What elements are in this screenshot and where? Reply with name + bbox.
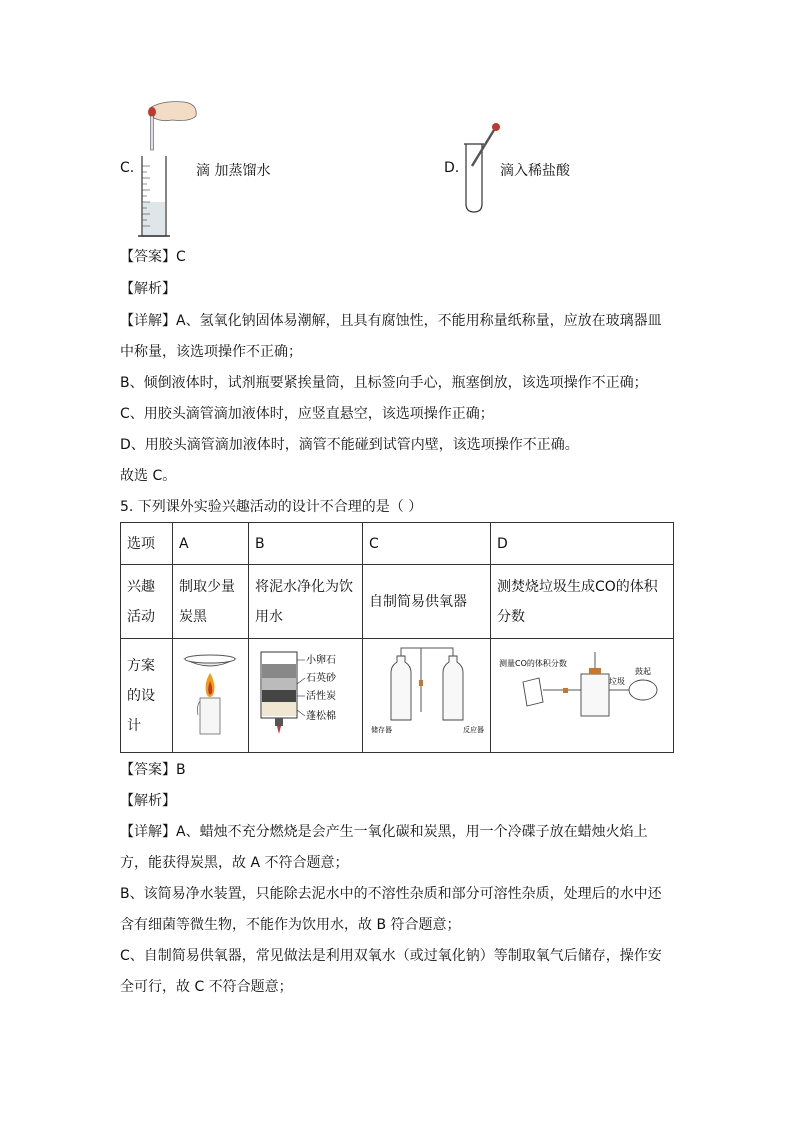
- header-cell-d: D: [491, 523, 674, 565]
- q5-analysis-heading: 【解析】: [120, 793, 176, 809]
- design-b-cell: [249, 639, 363, 753]
- q4-detail-a-line2: 中称量，该选项操作不正确；: [120, 344, 302, 360]
- row-label-activity: 兴趣活动: [121, 565, 173, 639]
- label-bulge: 鼓起: [635, 667, 651, 676]
- table-row-activity: [121, 565, 674, 639]
- q5-detail-b-line2: 含有细菌等微生物，不能作为饮用水，故 B 符合题意；: [120, 917, 461, 933]
- header-cell-c: C: [363, 523, 491, 565]
- q5-detail-a-line1: 【详解】A、蜡烛不充分燃烧是会产生一氧化碳和炭黑，用一个冷碟子放在蜡烛火焰上: [120, 824, 648, 840]
- q5-options-table: [120, 522, 674, 753]
- q4-detail-b: B、倾倒液体时，试剂瓶要紧挨量筒，且标签向手心，瓶塞倒放，该选项操作不正确；: [120, 375, 648, 391]
- q5-answer: 【答案】B: [120, 762, 186, 778]
- row-label-design: 方案的设计: [121, 639, 173, 753]
- q5-question: 5. 下列课外实验兴趣活动的设计不合理的是（ ）: [120, 499, 423, 515]
- label-measure-co: 测量CO的体积分数: [499, 659, 567, 668]
- dropper-graduated-cylinder-figure: [132, 98, 202, 240]
- option-d-caption: 滴入稀盐酸: [500, 163, 570, 179]
- header-cell-b: B: [249, 523, 363, 565]
- option-c-caption: 滴 加蒸馏水: [196, 163, 271, 179]
- q5-detail-b-line1: B、该简易净水装置，只能除去泥水中的不溶性杂质和部分可溶性杂质，处理后的水中还: [120, 886, 662, 902]
- activity-c: 自制简易供氧器: [363, 565, 491, 639]
- table-header-row: [121, 523, 674, 565]
- water-filter-figure: [255, 642, 359, 738]
- q4-detail-d: D、用胶头滴管滴加液体时，滴管不能碰到试管内壁，该选项操作不正确。: [120, 437, 579, 453]
- design-c-cell: [363, 639, 491, 753]
- q4-analysis-heading: 【解析】: [120, 281, 176, 297]
- filter-label-pebble: 小卵石: [306, 655, 336, 666]
- option-c-letter: C.: [120, 160, 135, 176]
- filter-label-carbon: 活性炭: [306, 691, 336, 702]
- q5-detail-c-line2: 全可行，故 C 不符合题意；: [120, 979, 293, 995]
- activity-b: 将泥水净化为饮用水: [249, 565, 363, 639]
- table-row-design: [121, 639, 674, 753]
- activity-a: 制取少量炭黑: [173, 565, 249, 639]
- oxygen-generator-figure: [369, 642, 485, 738]
- q4-conclusion: 故选 C。: [120, 468, 177, 484]
- label-reactor: 反应器: [463, 726, 484, 734]
- header-cell-option: 选项: [121, 523, 173, 565]
- q5-detail-c-line1: C、自制简易供氧器，常见做法是利用双氧水（或过氧化钠）等制取氧气后储存，操作安: [120, 948, 662, 964]
- design-d-cell: [491, 639, 674, 753]
- q4-answer: 【答案】C: [120, 249, 186, 265]
- activity-d: 测焚烧垃圾生成CO的体积分数: [491, 565, 674, 639]
- filter-label-cotton: 蓬松棉: [306, 711, 336, 722]
- header-cell-a: A: [173, 523, 249, 565]
- label-storage: 储存器: [371, 726, 392, 734]
- option-d-letter: D.: [444, 160, 460, 176]
- q5-detail-a-line2: 方，能获得炭黑，故 A 不符合题意；: [120, 855, 349, 871]
- label-garbage: 垃圾: [609, 677, 625, 686]
- co-measurement-figure: [497, 642, 665, 738]
- q4-detail-a-line1: 【详解】A、氢氧化钠固体易潮解，且具有腐蚀性，不能用称量纸称量，应放在玻璃器皿: [120, 313, 662, 329]
- dropper-test-tube-figure: [460, 120, 504, 216]
- design-a-cell: [173, 639, 249, 753]
- candle-plate-figure: [179, 643, 241, 737]
- filter-label-sand: 石英砂: [306, 673, 336, 684]
- q4-detail-c: C、用胶头滴管滴加液体时，应竖直悬空，该选项操作正确；: [120, 406, 494, 422]
